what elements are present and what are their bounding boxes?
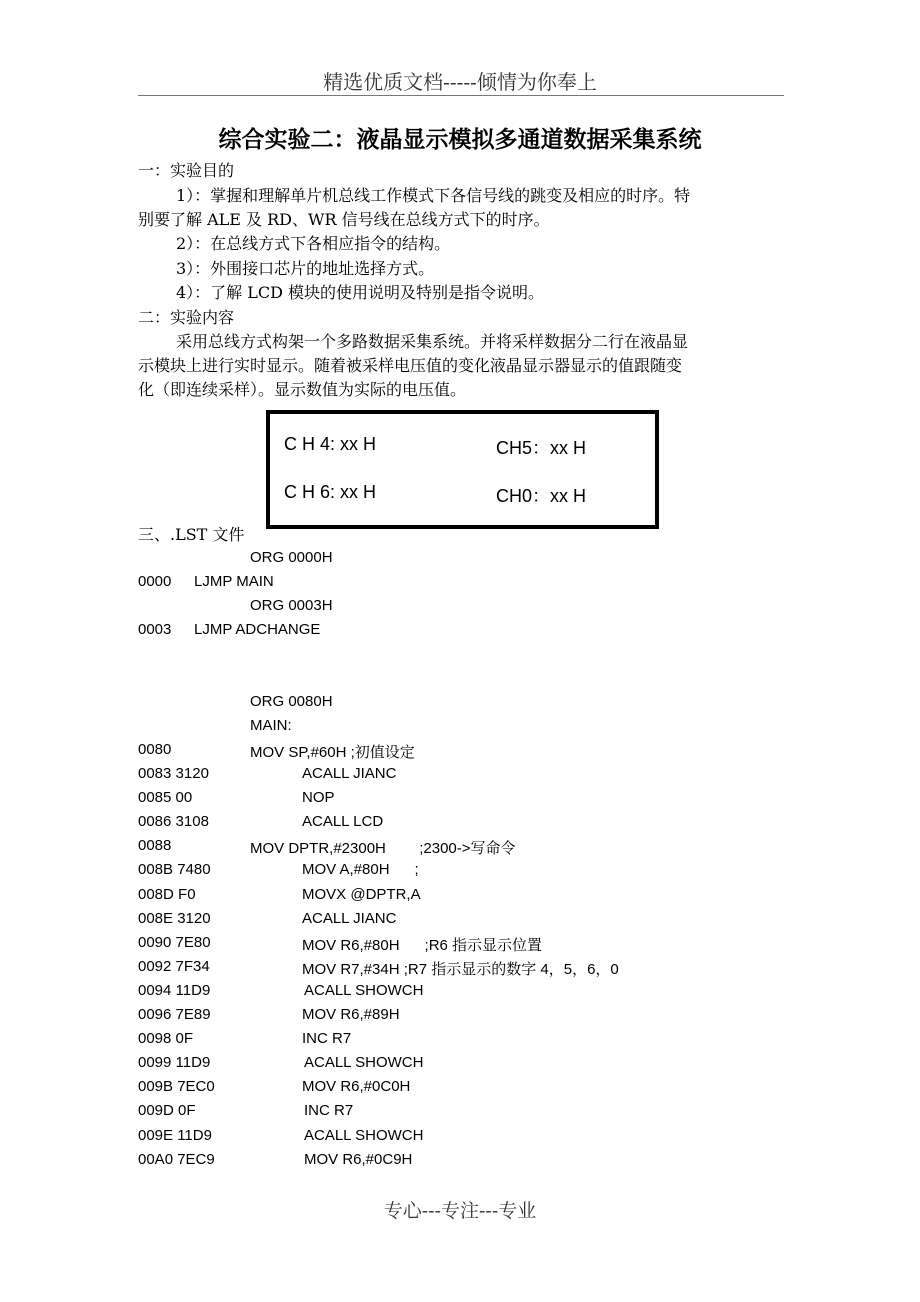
listing-address: 0083 3120 [138, 765, 209, 782]
main-label: MAIN: [250, 717, 292, 734]
listing-code: INC R7 [304, 1102, 354, 1119]
lcd-row1-right: CH5：xx H [496, 438, 587, 458]
listing-address: 0080 [138, 741, 172, 758]
page-header: 精选优质文档-----倾情为你奉上 [323, 70, 597, 94]
listing-code: MOV SP,#60H ;初值设定 [250, 744, 415, 761]
listing-address: 0085 00 [138, 789, 193, 806]
lcd-row2-left: C H 6: xx H [284, 482, 377, 502]
listing-address: 0094 11D9 [138, 982, 211, 999]
listing-code: ACALL JIANC [302, 765, 397, 782]
lcd-row2-right: CH0：xx H [496, 486, 587, 506]
header-divider [138, 95, 784, 96]
listing-code: ACALL SHOWCH [304, 1127, 424, 1144]
listing-address: 0092 7F34 [138, 958, 210, 975]
org-directive: ORG 0080H [250, 693, 333, 710]
listing-code: MOV DPTR,#2300H ;2300->写命令 [250, 840, 516, 857]
listing-code: INC R7 [302, 1030, 352, 1047]
content-paragraph-line: 采用总线方式构架一个多路数据采集系统。并将采样数据分二行在液晶显 [176, 332, 689, 351]
listing-code: MOV A,#80H ; [302, 861, 419, 878]
lcd-row1-left: C H 4: xx H [284, 434, 377, 454]
listing-address: 0000 [138, 573, 172, 590]
listing-code: NOP [302, 789, 335, 806]
document-title: 综合实验二：液晶显示模拟多通道数据采集系统 [218, 126, 702, 153]
objective-item: 2）：在总线方式下各相应指令的结构。 [176, 234, 451, 253]
listing-code: MOV R6,#0C0H [302, 1078, 411, 1095]
content-paragraph-line: 示模块上进行实时显示。随着被采样电压值的变化液晶显示器显示的值跟随变 [138, 356, 683, 375]
listing-code: MOV R6,#0C9H [304, 1151, 413, 1168]
listing-address: 0098 0F [138, 1030, 194, 1047]
listing-code: MOV R6,#89H [302, 1006, 400, 1023]
listing-code: ACALL JIANC [302, 910, 397, 927]
objective-item: 4）：了解 LCD 模块的使用说明及特别是指令说明。 [176, 283, 545, 302]
org-directive: ORG 0000H [250, 549, 333, 566]
lcd-display-box [266, 410, 659, 529]
listing-address: 0099 11D9 [138, 1054, 211, 1071]
listing-code: ACALL SHOWCH [304, 1054, 424, 1071]
listing-address: 0003 [138, 621, 172, 638]
listing-code: LJMP ADCHANGE [194, 621, 321, 638]
section1-heading: 一：实验目的 [138, 161, 235, 180]
listing-address: 0086 3108 [138, 813, 209, 830]
listing-address: 0096 7E89 [138, 1006, 211, 1023]
content-paragraph-line: 化（即连续采样）。显示数值为实际的电压值。 [138, 380, 467, 399]
listing-code: MOV R6,#80H ;R6 指示显示位置 [302, 937, 543, 954]
objective-item: 别要了解 ALE 及 RD、WR 信号线在总线方式下的时序。 [138, 210, 550, 229]
listing-address: 00A0 7EC9 [138, 1151, 215, 1168]
listing-address: 009D 0F [138, 1102, 196, 1119]
listing-address: 008B 7480 [138, 861, 211, 878]
objective-item: 1）：掌握和理解单片机总线工作模式下各信号线的跳变及相应的时序。特 [176, 186, 691, 205]
objective-item: 3）：外围接口芯片的地址选择方式。 [176, 259, 435, 278]
section3-heading: 三、.LST 文件 [138, 525, 245, 544]
listing-address: 0090 7E80 [138, 934, 211, 951]
listing-address: 009E 11D9 [138, 1127, 212, 1144]
org-directive: ORG 0003H [250, 597, 333, 614]
listing-address: 0088 [138, 837, 172, 854]
listing-address: 008E 3120 [138, 910, 211, 927]
listing-address: 008D F0 [138, 886, 196, 903]
listing-code: ACALL SHOWCH [304, 982, 424, 999]
listing-address: 009B 7EC0 [138, 1078, 215, 1095]
listing-code: MOVX @DPTR,A [302, 886, 421, 903]
listing-code: ACALL LCD [302, 813, 384, 830]
page-footer: 专心---专注---专业 [383, 1200, 537, 1222]
listing-code: MOV R7,#34H ;R7 指示显示的数字 4，5，6，0 [302, 961, 619, 978]
section2-heading: 二：实验内容 [138, 308, 235, 327]
listing-code: LJMP MAIN [194, 573, 274, 590]
